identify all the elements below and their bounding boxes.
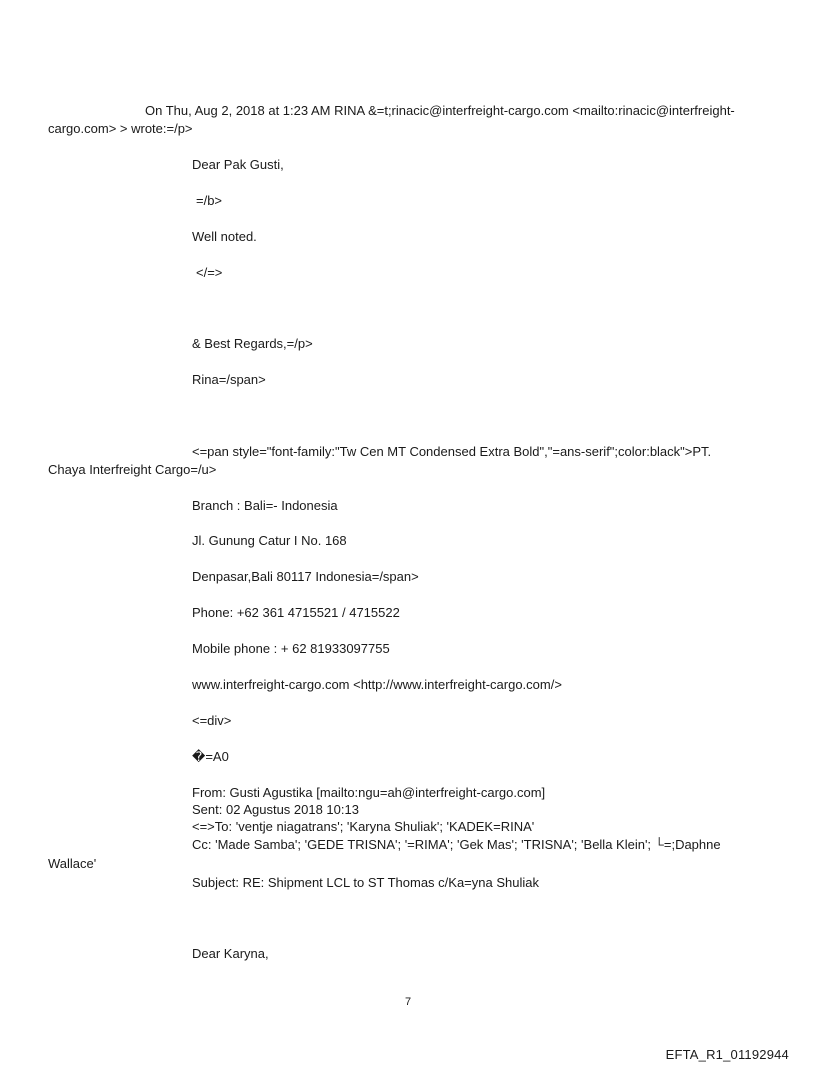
signature-website: www.interfreight-cargo.com <http://www.interfreight-cargo.com/> (192, 677, 562, 692)
forwarded-from: From: Gusti Agustika [mailto:ngu=ah@interfreight-cargo.com] (192, 785, 546, 800)
signature-mobile: Mobile phone : + 62 81933097755 (192, 641, 390, 656)
signature-a0: �=A0 (192, 749, 229, 764)
forwarded-cc-line-1: Cc: 'Made Samba'; 'GEDE TRISNA'; '=RIMA'; 'Gek Mas'; 'TRISNA'; 'Bella Klein'; └=;Daphne (192, 837, 721, 852)
reply-b-tag: =/b> (196, 193, 223, 208)
reply-body: Well noted. (192, 229, 257, 244)
signature-city: Denpasar,Bali 80117 Indonesia=/span> (192, 569, 419, 584)
page-number: 7 (404, 996, 412, 1008)
document-id: EFTA_R1_01192944 (665, 1047, 789, 1062)
reply-sender-name: Rina=/span> (192, 372, 266, 387)
forwarded-subject: Subject: RE: Shipment LCL to ST Thomas c/Ka=yna Shuliak (192, 875, 539, 890)
signature-phone: Phone: +62 361 4715521 / 4715522 (192, 605, 400, 620)
reply-tag: </=> (196, 265, 223, 280)
signature-branch: Branch : Bali=- Indonesia (192, 498, 338, 513)
forwarded-to: <=>To: 'ventje niagatrans'; 'Karyna Shuliak'; 'KADEK=RINA' (192, 819, 535, 834)
forwarded-greeting: Dear Karyna, (192, 946, 269, 961)
forwarded-sent: Sent: 02 Agustus 2018 10:13 (192, 802, 359, 817)
reply-header-line-2: cargo.com> > wrote:=/p> (48, 121, 193, 136)
signature-company-line-2: Chaya Interfreight Cargo=/u> (48, 462, 217, 477)
reply-greeting: Dear Pak Gusti, (192, 157, 284, 172)
signature-div-tag: <=div> (192, 713, 232, 728)
reply-closing: & Best Regards,=/p> (192, 336, 313, 351)
reply-header-line-1: On Thu, Aug 2, 2018 at 1:23 AM RINA &=t;rinacic@interfreight-cargo.com <mailto:rinacic@interfreight- (145, 103, 735, 118)
signature-address: Jl. Gunung Catur I No. 168 (192, 533, 347, 548)
forwarded-cc-line-2: Wallace' (48, 856, 97, 871)
signature-company-line-1: <=pan style="font-family:"Tw Cen MT Condensed Extra Bold","=ans-serif";color:black">PT. (192, 444, 712, 459)
